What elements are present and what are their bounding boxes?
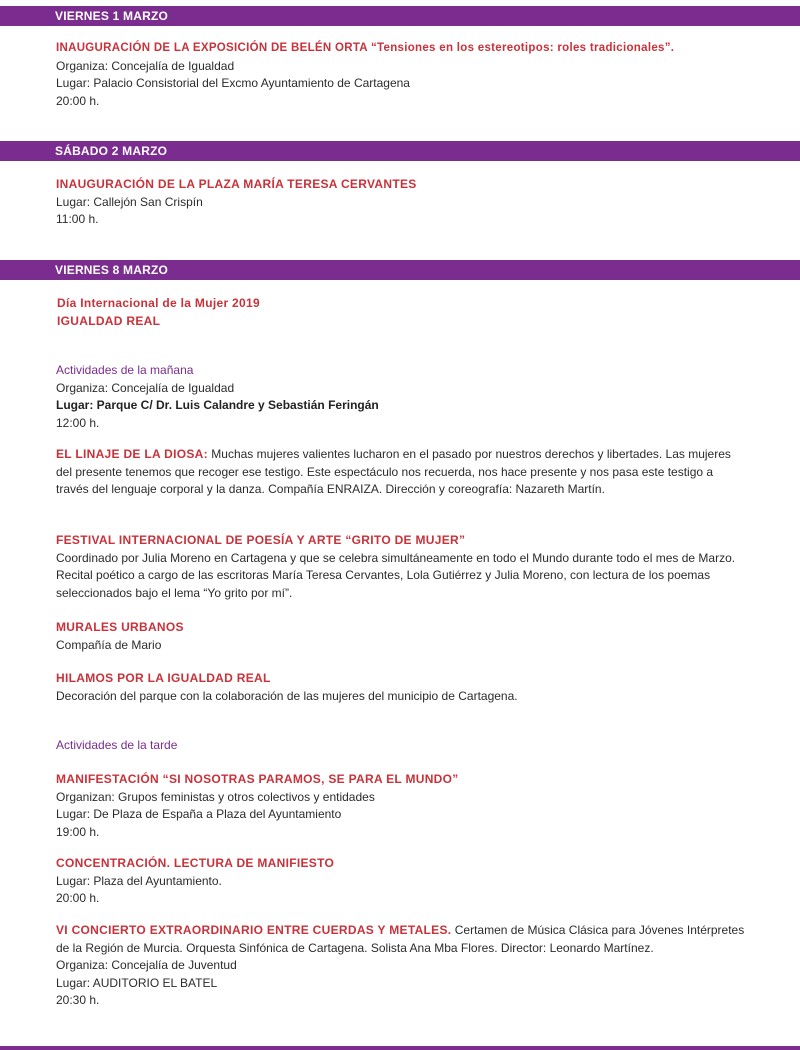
morning-heading: Actividades de la mañana (56, 363, 194, 377)
event-plaza (56, 176, 756, 229)
event-text: Decoración del parque con la colaboración de las mujeres del municipio de Cartagena. (56, 688, 518, 703)
event-title: CONCENTRACIÓN. LECTURA DE MANIFIESTO (56, 856, 335, 870)
event-lugar: Lugar: Callejón San Crispín (56, 194, 203, 209)
morning-hora: 12:00 h. (56, 415, 100, 430)
morning-lugar: Lugar: Parque C/ Dr. Luis Calandre y Sebastián Feringán (56, 398, 379, 412)
event-title: INAUGURACIÓN DE LA PLAZA MARÍA TERESA CERVANTES (56, 177, 417, 191)
event-festival (56, 532, 746, 602)
event-text: Coordinado por Julia Moreno en Cartagena y que se celebra simultáneamente en todo el Mundo durante todo el mes de Marzo. Recital poético a cargo de las escritoras María Teresa Cervantes, Lola Gutiérrez y Julia Moreno, con lectura de los poemas seleccionados bajo el lema “Yo grito por mí”. (56, 550, 736, 600)
event-title: FESTIVAL INTERNACIONAL DE POESÍA Y ARTE “GRITO DE MUJER” (56, 533, 466, 547)
event-title: MURALES URBANOS (56, 620, 184, 634)
morning-block (56, 362, 756, 432)
bottom-divider (0, 1046, 800, 1050)
event-lugar: Lugar: De Plaza de España a Plaza del Ayuntamiento (56, 807, 342, 821)
event-exposicion (56, 40, 756, 110)
event-lugar: Lugar: AUDITORIO EL BATEL (56, 975, 218, 990)
event-hora: 20:00 h. (56, 891, 100, 905)
event-title: MANIFESTACIÓN “SI NOSOTRAS PARAMOS, SE PARA EL MUNDO” (56, 772, 459, 786)
event-linaje (56, 446, 746, 499)
event-title: VI CONCIERTO EXTRAORDINARIO ENTRE CUERDAS Y METALES. (56, 923, 452, 937)
intro-line1: Día Internacional de la Mujer 2019 (57, 296, 260, 310)
event-hora: 20:30 h. (56, 993, 100, 1007)
event-title: HILAMOS POR LA IGUALDAD REAL (56, 671, 271, 685)
event-manifestacion (56, 771, 756, 841)
afternoon-heading: Actividades de la tarde (56, 738, 178, 752)
event-organizan: Organizan: Grupos feministas y otros colectivos y entidades (56, 789, 375, 804)
event-text: Compañía de Mario (56, 637, 162, 652)
event-lugar: Lugar: Plaza del Ayuntamiento. (56, 873, 222, 888)
event-concentracion (56, 855, 756, 908)
intro-block (57, 295, 757, 330)
day-header-sabado-2: SÁBADO 2 MARZO (0, 141, 800, 161)
intro-line2: IGUALDAD REAL (57, 313, 161, 328)
event-title: INAUGURACIÓN DE LA EXPOSICIÓN DE BELÉN ORTA “Tensiones en los estereotipos: roles tradicionales”. (56, 42, 675, 54)
day-header-viernes-1: VIERNES 1 MARZO (0, 6, 800, 26)
morning-organiza: Organiza: Concejalía de Igualdad (56, 380, 235, 395)
event-title: EL LINAJE DE LA DIOSA: (56, 447, 208, 461)
event-hora: 19:00 h. (56, 824, 100, 839)
event-hora: 11:00 h. (56, 212, 99, 226)
afternoon-block (56, 737, 756, 755)
event-text: Certamen de Música Clásica para Jóvenes Intérpretes de la Región de Murcia. Orquesta Sinfónica de Cartagena. Solista Ana Mba Flores. Director: Leonardo Martínez. (56, 923, 745, 955)
event-murales (56, 619, 756, 654)
day-header-viernes-8: VIERNES 8 MARZO (0, 260, 800, 280)
event-organiza: Organiza: Concejalía de Juventud (56, 958, 237, 972)
event-lugar: Lugar: Palacio Consistorial del Excmo Ayuntamiento de Cartagena (56, 76, 410, 90)
event-hilamos (56, 670, 756, 705)
event-hora: 20:00 h. (56, 93, 100, 108)
event-text: Muchas mujeres valientes lucharon en el pasado por nuestros derechos y libertades. Las mujeres del presente tenemos que recoger ese testigo. Este espectáculo nos recuerda, nos hace presente y nos pasa este testigo a través del lenguaje corporal y la danza. Compañía ENRAIZA. Dirección y coreografía: Nazareth Martín. (56, 447, 731, 496)
event-concierto (56, 922, 746, 1010)
event-organiza: Organiza: Concejalía de Igualdad (56, 58, 235, 73)
